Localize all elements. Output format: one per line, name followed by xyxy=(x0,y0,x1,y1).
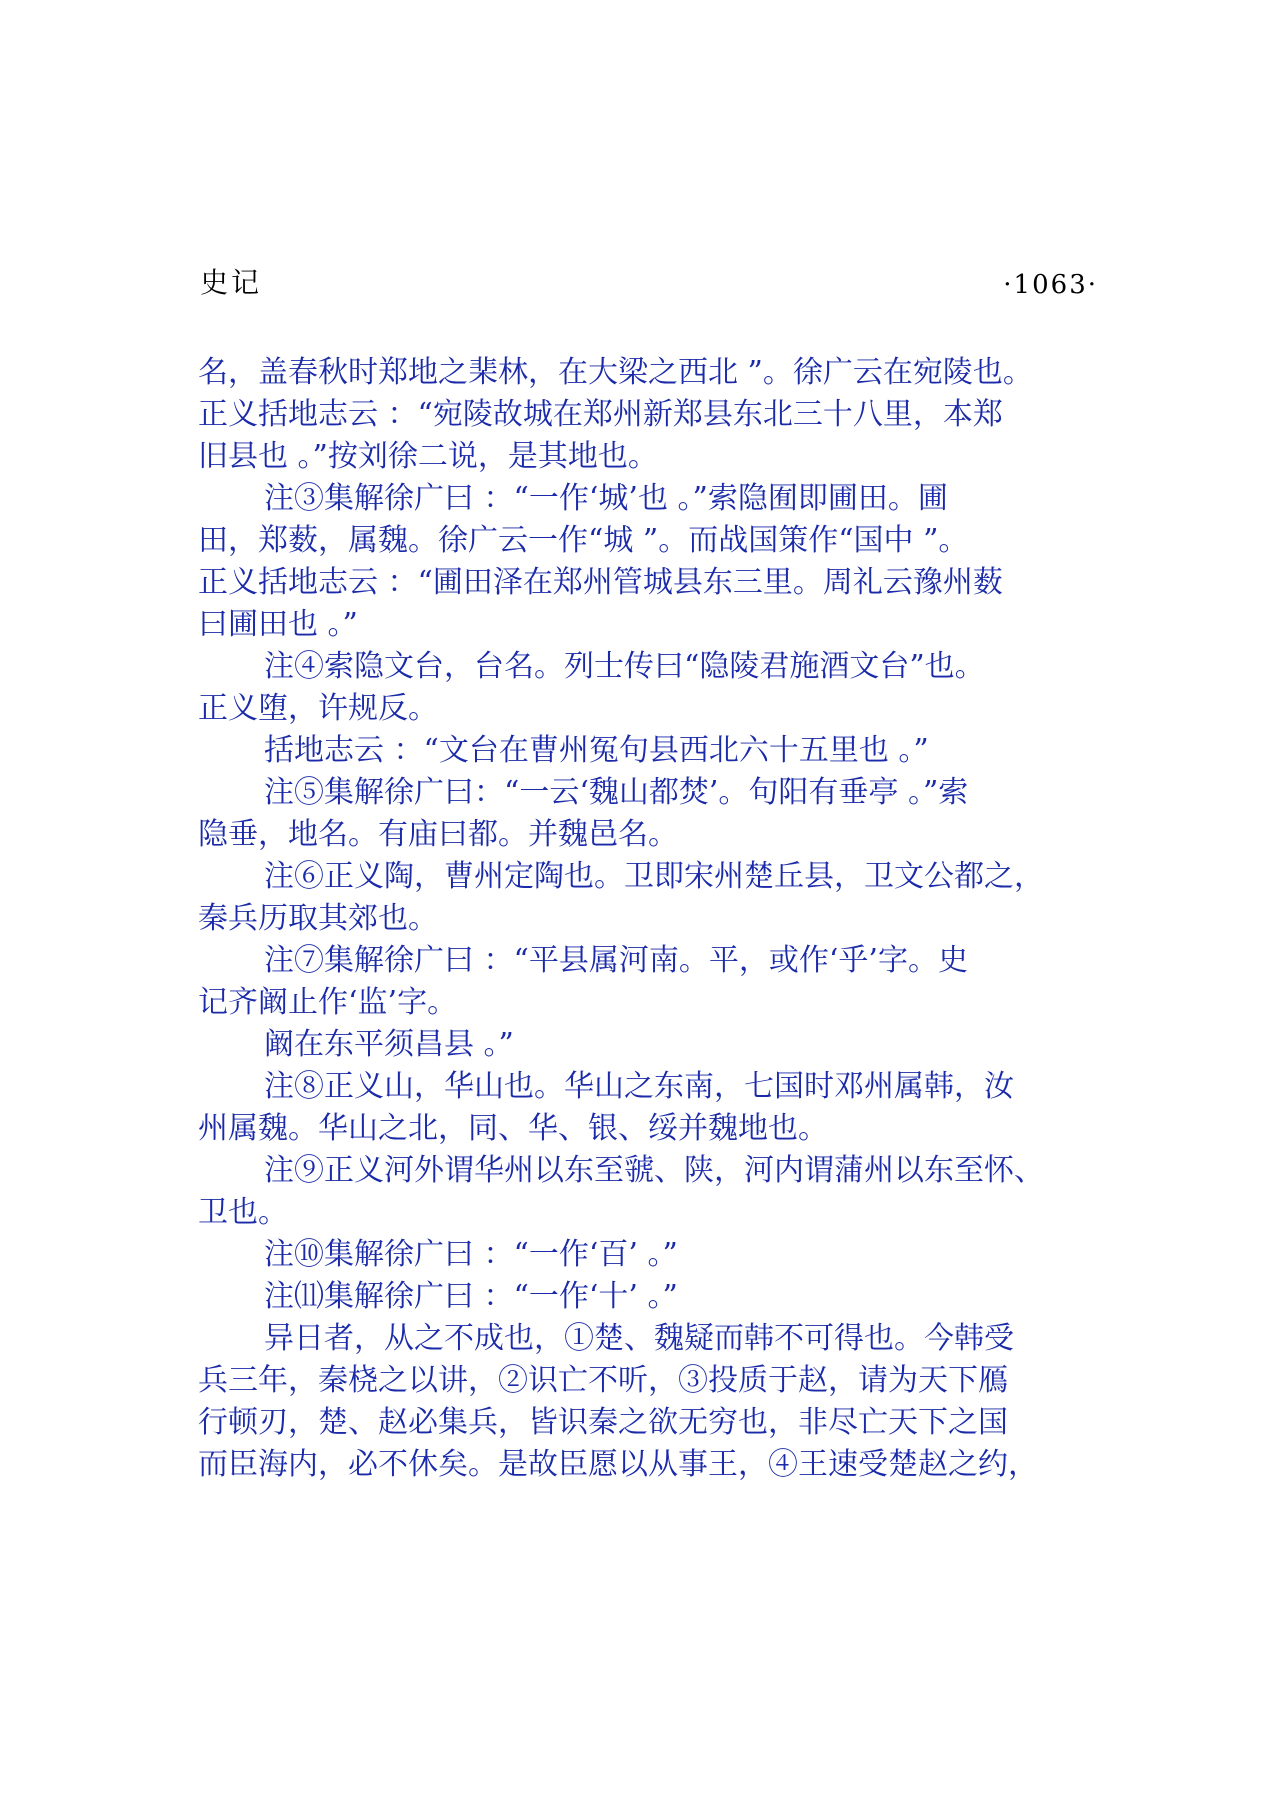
text-line: 秦兵历取其郊也。 xyxy=(198,901,438,936)
text-line: 括地志云 ：“文台在曹州冤句县西北六十五里也 。” xyxy=(264,733,929,768)
text-line: 正义括地志云 ：“圃田泽在郑州管城县东三里。周礼云豫州薮 xyxy=(198,565,1003,600)
text-line: 田，郑薮，属魏。徐广云一作“城 ”。而战国策作“国中 ”。 xyxy=(198,523,969,558)
text-line: 正义堕，许规反。 xyxy=(198,691,438,726)
text-line: 注⑦集解徐广曰 ：“平县属河南。平，或作‘乎’字。史 xyxy=(264,943,968,978)
text-line: 正义括地志云 ：“宛陵故城在郑州新郑县东北三十八里，本郑 xyxy=(198,397,1003,432)
text-line: 注③集解徐广曰 ：“一作‘城’也 。”索隐囿即圃田。圃 xyxy=(264,481,948,516)
text-line: 行顿刃，楚、赵必集兵，皆识秦之欲无穷也，非尽亡天下之国 xyxy=(198,1405,1008,1440)
text-line: 旧县也 。”按刘徐二说，是其地也。 xyxy=(198,439,658,474)
text-line: 卫也。 xyxy=(198,1195,288,1230)
text-line: 阚在东平须昌县 。” xyxy=(264,1027,514,1062)
text-line: 名，盖春秋时郑地之棐林，在大梁之西北 ”。徐广云在宛陵也。 xyxy=(198,355,1033,390)
text-line: 注⑤集解徐广曰：“一云‘魏山都焚’。句阳有垂亭 。”索 xyxy=(264,775,969,810)
text-line: 注⑥正义陶，曹州定陶也。卫即宋州楚丘县，卫文公都之， xyxy=(264,859,1044,894)
text-line: 异日者，从之不成也，①楚、魏疑而韩不可得也。今韩受 xyxy=(264,1321,1014,1356)
text-line: 曰圃田也 。” xyxy=(198,607,358,642)
page-number: ·1063· xyxy=(1003,270,1098,300)
text-line: 隐垂，地名。有庙曰都。并魏邑名。 xyxy=(198,817,678,852)
text-line: 注⑩集解徐广曰 ：“一作‘百’ 。” xyxy=(264,1237,678,1272)
text-line: 注⑾集解徐广曰 ：“一作‘十’ 。” xyxy=(264,1279,678,1314)
text-line: 记齐阚止作‘监’字。 xyxy=(198,985,458,1020)
body-text xyxy=(198,352,1108,1486)
text-line: 州属魏。华山之北，同、华、银、绥并魏地也。 xyxy=(198,1111,828,1146)
book-title: 史记 xyxy=(200,266,263,299)
text-line: 兵三年，秦桡之以讲，②识亡不听，③投质于赵，请为天下鴈 xyxy=(198,1363,1008,1398)
text-line: 注⑨正义河外谓华州以东至虢、陕，河内谓蒲州以东至怀、 xyxy=(264,1153,1044,1188)
text-line: 注④索隐文台，台名。列士传曰“隐陵君施酒文台”也。 xyxy=(264,649,985,684)
text-line: 注⑧正义山，华山也。华山之东南，七国时邓州属韩，汝 xyxy=(264,1069,1014,1104)
text-line: 而臣海内，必不休矣。是故臣愿以从事王，④王速受楚赵之约， xyxy=(198,1447,1038,1482)
